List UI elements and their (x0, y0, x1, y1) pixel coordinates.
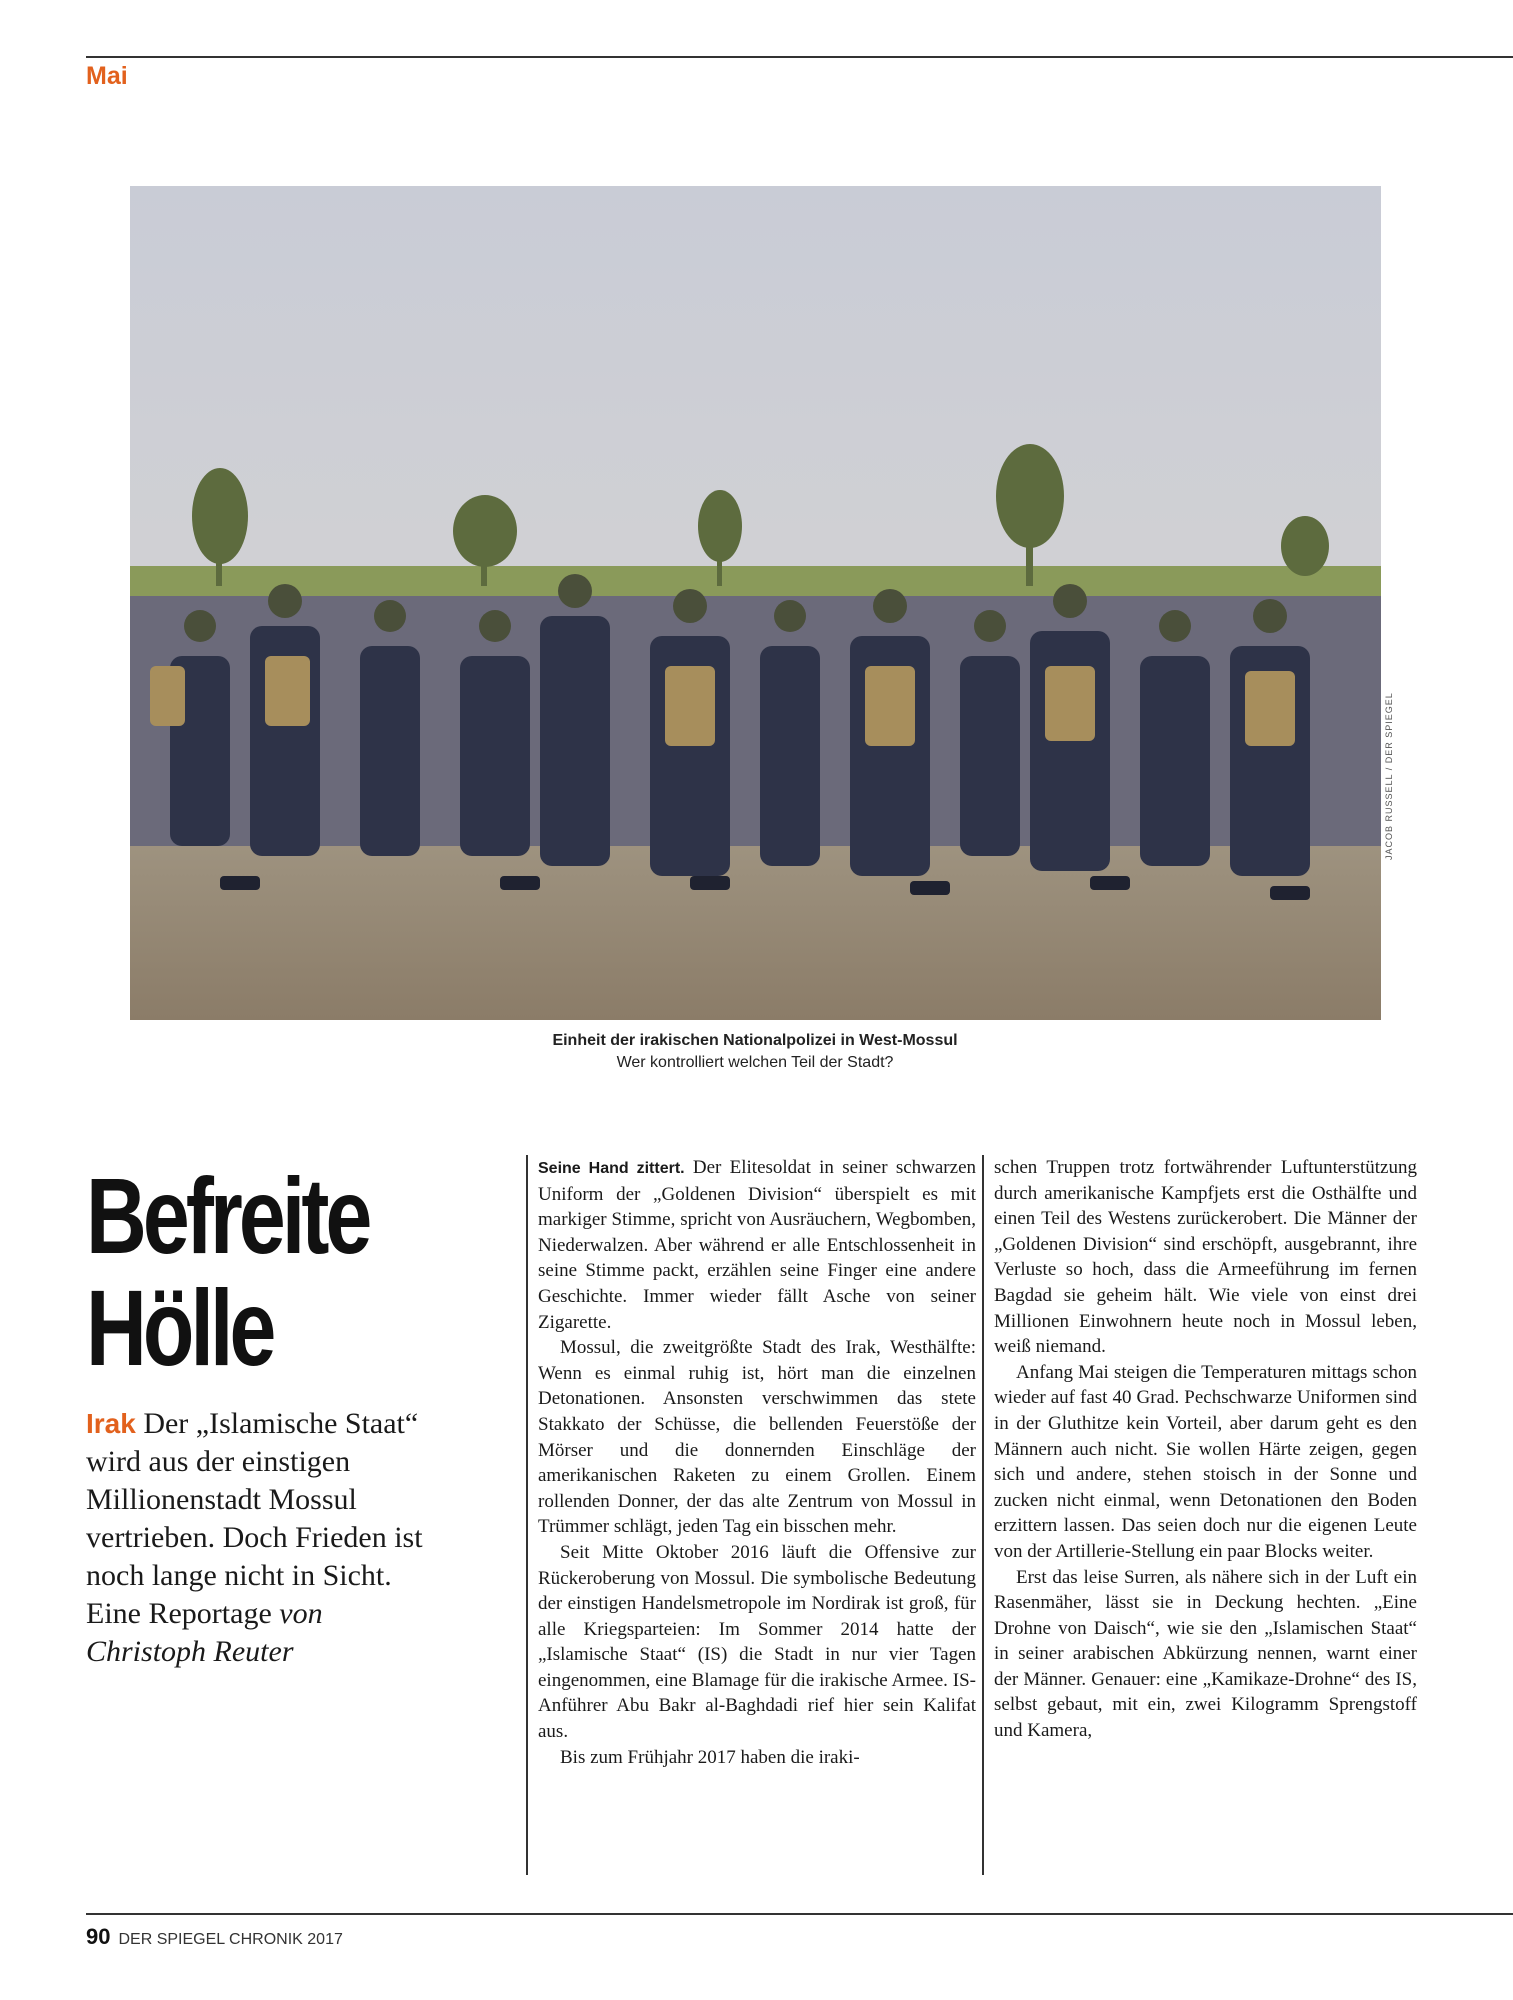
page-footer (86, 1924, 343, 1950)
top-rule (86, 56, 1513, 58)
paragraph: Erst das leise Surren, als nähere sich in der Luft ein Rasenmäher, lässt sie in Deckung hechten. „Eine Drohne von Daisch“, wie sie den „Islamischen Staat“ in seiner arabischen Abkürzung nennen, warnt einer der Männer. Genauer: eine „Kamikaze-Drohne“ des IS, selbst gebaut, mit ein, zwei Kilogramm Sprengstoff und Kamera, (994, 1566, 1417, 1742)
byline-author: Christoph Reuter (86, 1635, 294, 1668)
paragraph: Mossul, die zweitgrößte Stadt des Irak, Westhälfte: Wenn es einmal ruhig ist, hört man die einzelnen Detonationen. Ansonsten verschwimmen das stete Stakkato der Schüsse, die bellenden Feuerstöße der Mörser und die donnernden Einschläge der amerikanischen Raketen zu einem Grollen. Einem rollenden Donner, der das alte Zentrum von Mossul in Trümmer schlägt, jeden Tag ein bisschen mehr. (538, 1337, 976, 1538)
article-column-2 (994, 1155, 1417, 1744)
paragraph: Anfang Mai steigen die Temperaturen mittags schon wieder auf fast 40 Grad. Pechschwarze Uniformen sind in der Gluthitze kein Vorteil, aber darum geht es den Männern auch nicht. Sie wollen Härte zeigen, gegen sich und andere, stehen stoisch in der Sonne und zucken nicht einmal, wenn Detonationen den Boden erzittern lassen. Das seien doch nur die eigenen Leute von der Artillerie-Stellung ein paar Blocks weiter. (994, 1361, 1417, 1562)
publication-name: DER SPIEGEL CHRONIK 2017 (118, 1931, 343, 1948)
byline-prefix: Eine Reportage (86, 1597, 280, 1630)
byline-von: von (279, 1597, 323, 1630)
article-headline (86, 1155, 382, 1388)
byline (86, 1595, 456, 1671)
soldiers-photo (130, 186, 1381, 1020)
paragraph: schen Truppen trotz fortwährender Luftunterstützung durch amerikanische Kampfjets erst die Osthälfte und einen Teil des Westens zurückerobert. Die Männer der „Goldenen Division“ sind erschöpft, ausgebrannt, ihre Verluste so hoch, dass die Armeeführung im fernen Bagdad sie geheim hält. Wie viele von einst drei Millionen Einwohnern heute noch in Mossul leben, weiß niemand. (994, 1157, 1417, 1358)
page-number: 90 (86, 1924, 111, 1949)
paragraph: Bis zum Frühjahr 2017 haben die iraki- (560, 1746, 860, 1768)
article-column-1 (538, 1155, 976, 1770)
paragraph-text: Der Elitesoldat in seiner schwarzen Uniform der „Goldenen Division“ überspielt es mit markiger Stimme, spricht von Ausräuchern, Wegbomben, Niederwalzen. Aber während er alle Entschlossenheit in seine Stimme packt, erzählen seine Finger eine andere Geschichte. Immer wieder fällt Asche von seiner Zigarette. (538, 1157, 976, 1333)
bottom-rule (86, 1913, 1513, 1915)
caption-title: Einheit der irakischen Nationalpolizei in West-Mossul (552, 1032, 958, 1049)
photo-credit: JACOB RUSSELL / DER SPIEGEL (1384, 692, 1394, 860)
column-rule-2 (982, 1155, 984, 1875)
headline-line-2: Hölle (86, 1267, 273, 1388)
article-teaser (86, 1405, 456, 1671)
teaser-text: Der „Islamische Staat“ wird aus der einstigen Millionenstadt Mossul vertrieben. Doch Frieden ist noch lange nicht in Sicht. (86, 1407, 423, 1592)
caption-text: Wer kontrolliert welchen Teil der Stadt? (616, 1054, 894, 1071)
paragraph: Seit Mitte Oktober 2016 läuft die Offensive zur Rückeroberung von Mossul. Die symbolische Bedeutung der einstigen Handelsmetropole im Nordirak ist groß, für alle Kriegsparteien: Im Sommer 2014 hatte der „Islamische Staat“ (IS) die Stadt in nur vier Tagen eingenommen, eine Blamage für die irakische Armee. IS-Anführer Abu Bakr al-Baghdadi rief hier sein Kalifat aus. (538, 1541, 976, 1743)
section-label: Mai (86, 62, 128, 90)
headline-line-1: Befreite (86, 1155, 369, 1276)
photo-caption (380, 1030, 1130, 1074)
paragraph (538, 1155, 976, 1335)
lead-in: Seine Hand zittert. (538, 1160, 685, 1177)
column-rule-1 (526, 1155, 528, 1875)
teaser-kicker: Irak (86, 1408, 136, 1439)
